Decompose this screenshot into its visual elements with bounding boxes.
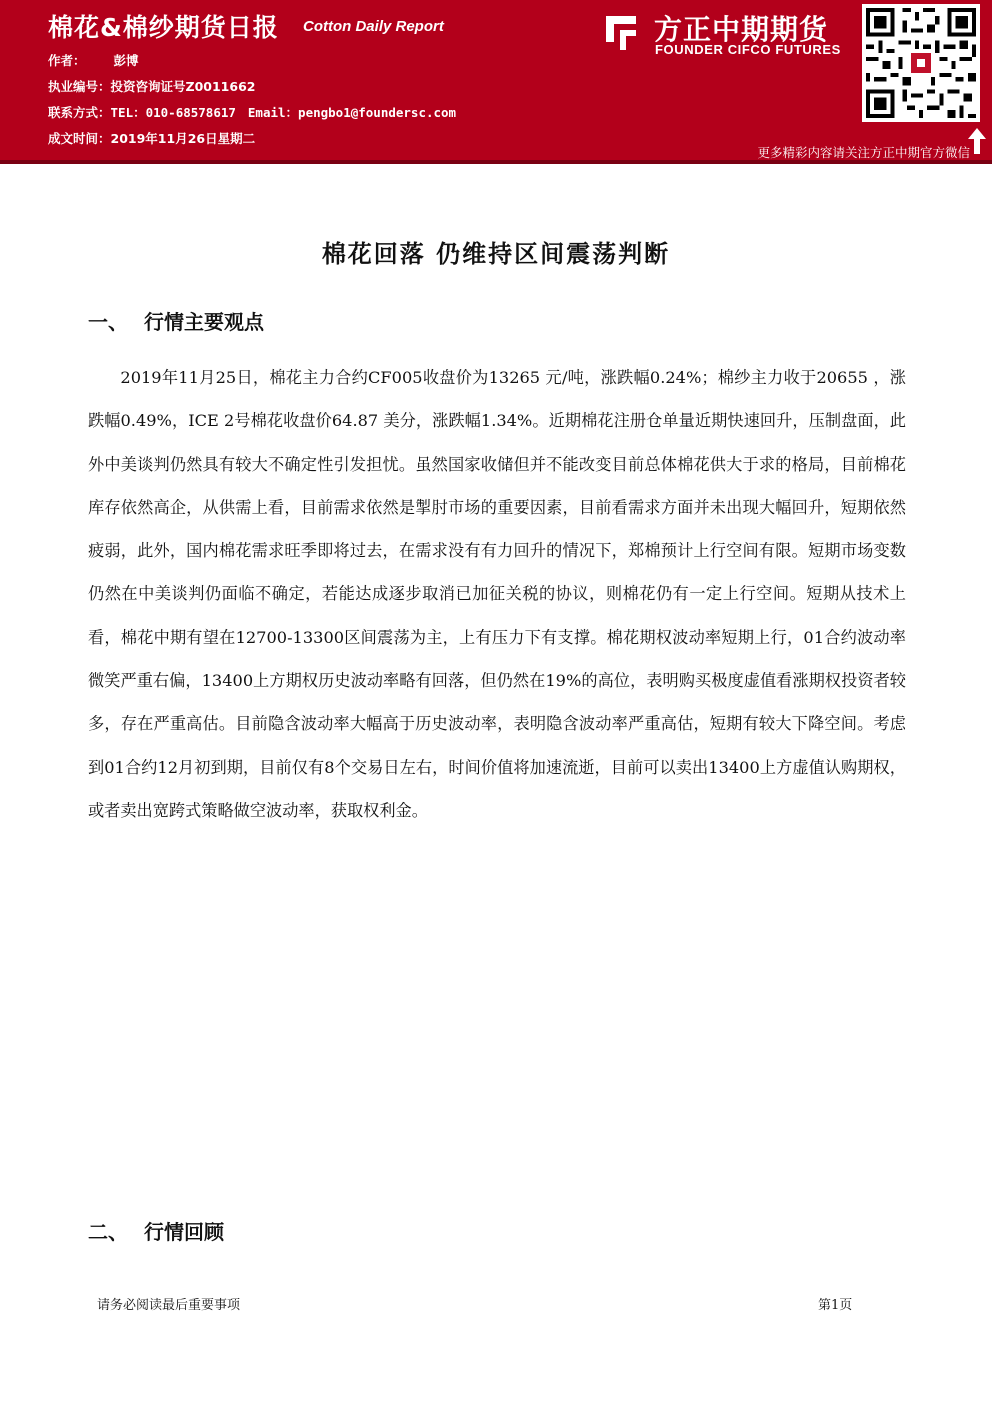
contact-tel: TEL：010-68578617 [110, 105, 236, 120]
report-subtitle: Cotton Daily Report [303, 18, 444, 35]
page-number: 第1页 [818, 1298, 853, 1313]
date-row [48, 130, 456, 156]
author-value: 彭博 [113, 53, 139, 68]
footer-disclaimer: 请务必阅读最后重要事项 [97, 1298, 241, 1313]
header-divider [0, 160, 992, 164]
main-view-paragraph: 2019年11月25日，棉花主力合约CF005收盘价为13265 元/吨，涨跌幅0.24%；棉纱主力收于20655 ，涨跌幅0.49%，ICE 2号棉花收盘价64.87 美分，涨跌幅1.34%。近期棉花注册仓单量近期快速回升，压制盘面，此外中美谈判仍然具有较大不确定性引发担忧。虽然国家收储但并不能改变目前总体棉花供大于求的格局，目前棉花库存依然高企，从供需上看，目前需求依然是掣肘市场的重要因素，目前看需求方面并未出现大幅回升，短期依然疲弱，此外，国内棉花需求旺季即将过去，在需求没有有力回升的情况下，郑棉预计上行空间有限。短期市场变数仍然在中美谈判仍面临不确定，若能达成逐步取消已加征关税的协议，则棉花仍有一定上行空间。短期从技术上看，棉花中期有望在12700-13300区间震荡为主，上有压力下有支撑。棉花期权波动率短期上行，01合约波动率微笑严重右偏，13400上方期权历史波动率略有回落，但仍然在19%的高位，表明购买极度虚值看涨期权投资者较多，存在严重高估。目前隐含波动率大幅高于历史波动率，表明隐含波动率严重高估，短期有较大下降空间。考虑到01合约12月初到期，目前仅有8个交易日左右，时间价值将加速流逝，目前可以卖出13400上方虚值认购期权，或者卖出宽跨式策略做空波动率，获取权利金。 [88, 368, 906, 820]
follow-wechat-note: 更多精彩内容请关注方正中期官方微信 [757, 145, 970, 160]
section-number: 一、 [88, 310, 128, 334]
report-meta [48, 52, 456, 156]
company-name-en: FOUNDER CIFCO FUTURES [655, 42, 841, 57]
company-logo-icon [600, 12, 642, 54]
report-title: 棉花&棉纱期货日报 [48, 13, 279, 42]
section-title: 行情主要观点 [144, 310, 264, 334]
contact-label: 联系方式： [48, 105, 111, 120]
company-name-cn: 方正中期期货 [654, 13, 829, 46]
date-label: 成文时间： [48, 131, 111, 146]
report-header [0, 0, 992, 160]
section-title: 行情回顾 [144, 1220, 224, 1244]
wechat-qr-code-icon[interactable] [862, 4, 980, 122]
contact-row [48, 104, 456, 130]
section-heading-1 [88, 306, 264, 335]
email-label: Email： [247, 105, 299, 120]
author-row [48, 52, 456, 78]
author-label: 作者： [48, 53, 86, 68]
section-number: 二、 [88, 1220, 128, 1244]
license-label: 执业编号： [48, 79, 111, 94]
document-title: 棉花回落 仍维持区间震荡判断 [321, 239, 671, 268]
license-row [48, 78, 456, 104]
section-heading-2 [88, 1216, 224, 1245]
license-value: 投资咨询证号Z0011662 [110, 79, 256, 94]
date-value: 2019年11月26日星期二 [110, 131, 256, 146]
email-link[interactable]: pengbo1@foundersc.com [298, 105, 457, 120]
